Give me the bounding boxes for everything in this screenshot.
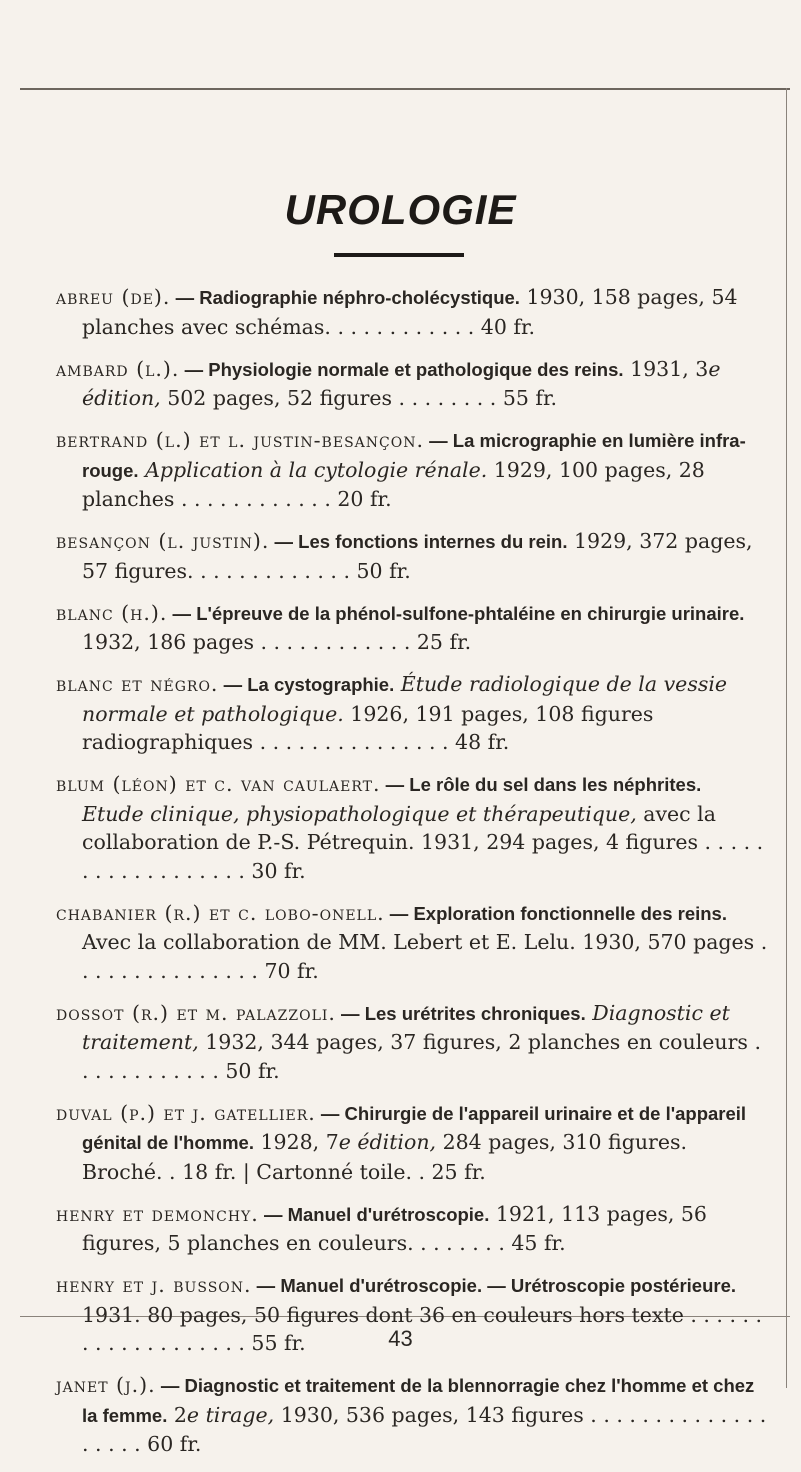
entry-italic-note: Application à la cytologie rénale. — [145, 457, 488, 482]
entry-italic-note: e édition, — [338, 1130, 437, 1154]
catalog-entry — [56, 527, 768, 585]
entry-author: blum (léon) et c. van caulaert. — [56, 772, 381, 796]
entry-work-title: — La micrographie en lumière infra-rouge. — [82, 430, 746, 481]
entry-price-line: 1926, 191 pages, 108 figures radiographiques . . . . . . . . . . . . . . . 48 fr. — [82, 701, 654, 754]
entry-work-title: — Manuel d'urétroscopie. — Urétroscopie postérieure. — [251, 1275, 737, 1296]
entry-work-title: — Le rôle du sel dans les néphrites. — [380, 774, 702, 795]
entry-work-title: — Les urétrites chroniques. — [335, 1002, 586, 1024]
entry-details: 1928, 7 — [253, 1130, 339, 1154]
entry-work-title: — Chirurgie de l'appareil urinaire et de l'appareil génital de l'homme. — [82, 1102, 747, 1153]
catalog-entry — [56, 899, 768, 986]
catalog-entry — [56, 1099, 768, 1187]
entry-details: 2 — [167, 1402, 187, 1427]
entry-italic-note: Etude clinique, physiopathologique et thérapeutique, — [82, 801, 637, 826]
entry-details: 1921, 113 pages, 56 figures, 5 planches en couleurs. . . . . . . . 45 fr. — [82, 1201, 707, 1255]
entry-price-line: 1932, 344 pages, 37 figures, 2 planches en couleurs . . . . . . . . . . . . 50 fr. — [82, 1030, 761, 1083]
entry-author: henry et j. busson. — [56, 1273, 252, 1297]
entry-price-line: 502 pages, 52 figures . . . . . . . . 55 fr. — [160, 386, 558, 410]
entry-work-title: — Radiographie néphro-cholécystique. — [170, 287, 520, 308]
catalog-entry — [56, 999, 768, 1086]
page-number: 43 — [388, 1326, 413, 1351]
entry-details: 1932, 186 pages . . . . . . . . . . . . 25 fr. — [82, 630, 472, 654]
entry-author: dossot (r.) et m. palazzoli. — [56, 1000, 336, 1025]
title-underline — [334, 253, 464, 257]
catalog-entry — [56, 283, 768, 341]
entry-author: blanc (h.). — [56, 600, 168, 625]
entry-details: 1931. 80 pages, 50 figures dont 36 en couleurs hors texte . . . . . . . . . . . . . . . . . . . 55 fr. — [82, 1302, 763, 1355]
entry-details: 1931, 3 — [623, 356, 709, 381]
entry-author: blanc et négro. — [56, 672, 219, 696]
entry-author: chabanier (r.) et c. lobo-onell. — [56, 900, 385, 925]
catalog-entry — [56, 355, 768, 413]
entry-author: duval (p.) et j. gatellier. — [56, 1100, 316, 1125]
catalog-entries — [56, 283, 768, 1472]
entry-italic-note: Étude radiologique de la vessie normale et pathologique. — [82, 672, 728, 726]
entry-work-title: — Manuel d'urétroscopie. — [258, 1203, 490, 1225]
page-title: UROLOGIE — [284, 186, 517, 233]
entry-work-title: — La cystographie. — [218, 674, 395, 695]
entry-author: ambard (l.). — [56, 356, 180, 381]
catalog-entry — [56, 599, 768, 657]
entry-italic-note: Diagnostic et traitement, — [82, 1000, 730, 1054]
catalog-entry — [56, 770, 768, 885]
right-border-rule — [786, 88, 787, 1388]
entry-italic-note: e tirage, — [186, 1402, 275, 1427]
entry-author: janet (j.). — [56, 1373, 156, 1397]
catalog-entry — [56, 426, 768, 514]
entry-price-line: 284 pages, 310 figures. Broché. . 18 fr. | Cartonné toile. . 25 fr. — [82, 1130, 687, 1184]
entry-work-title: — Exploration fonctionnelle des reins. — [384, 902, 727, 924]
entry-price-line: avec la collaboration de P.-S. Pétrequin. 1931, 294 pages, 4 figures . . . . . . . . . . . . . . . . . . 30 fr. — [82, 801, 764, 883]
top-border-rule — [20, 88, 790, 90]
entry-italic-note: e édition, — [82, 356, 721, 410]
entry-price-line: 1930, 536 pages, 143 figures . . . . . . . . . . . . . . . . . . . 60 fr. — [82, 1402, 767, 1456]
entry-author: henry et demonchy. — [56, 1201, 259, 1226]
entry-author: abreu (de). — [56, 285, 171, 309]
entry-details: Avec la collaboration de MM. Lebert et E. Lelu. 1930, 570 pages . . . . . . . . . . . . . . . 70 fr. — [82, 930, 768, 983]
entry-work-title: — L'épreuve de la phénol-sulfone-phtaléine en chirurgie urinaire. — [167, 602, 745, 624]
entry-author: besançon (l. justin). — [56, 529, 270, 553]
entry-work-title: — Diagnostic et traitement de la blennorragie chez l'homme et chez la femme. — [82, 1375, 755, 1426]
catalog-entry — [56, 1200, 768, 1258]
entry-details: 1929, 372 pages, 57 figures. . . . . . . . . . . . . 50 fr. — [82, 529, 753, 583]
entry-work-title: — Les fonctions internes du rein. — [269, 531, 568, 552]
entry-work-title: — Physiologie normale et pathologique des reins. — [179, 358, 624, 380]
entry-author: bertrand (l.) et l. justin-besançon. — [56, 428, 424, 452]
entry-price-line: 1929, 100 pages, 28 planches . . . . . . . . . . . . 20 fr. — [82, 457, 705, 511]
entry-details: 1930, 158 pages, 54 planches avec schémas. . . . . . . . . . . . 40 fr. — [82, 285, 738, 339]
catalog-entry — [56, 1371, 768, 1459]
catalog-entry — [56, 670, 768, 757]
